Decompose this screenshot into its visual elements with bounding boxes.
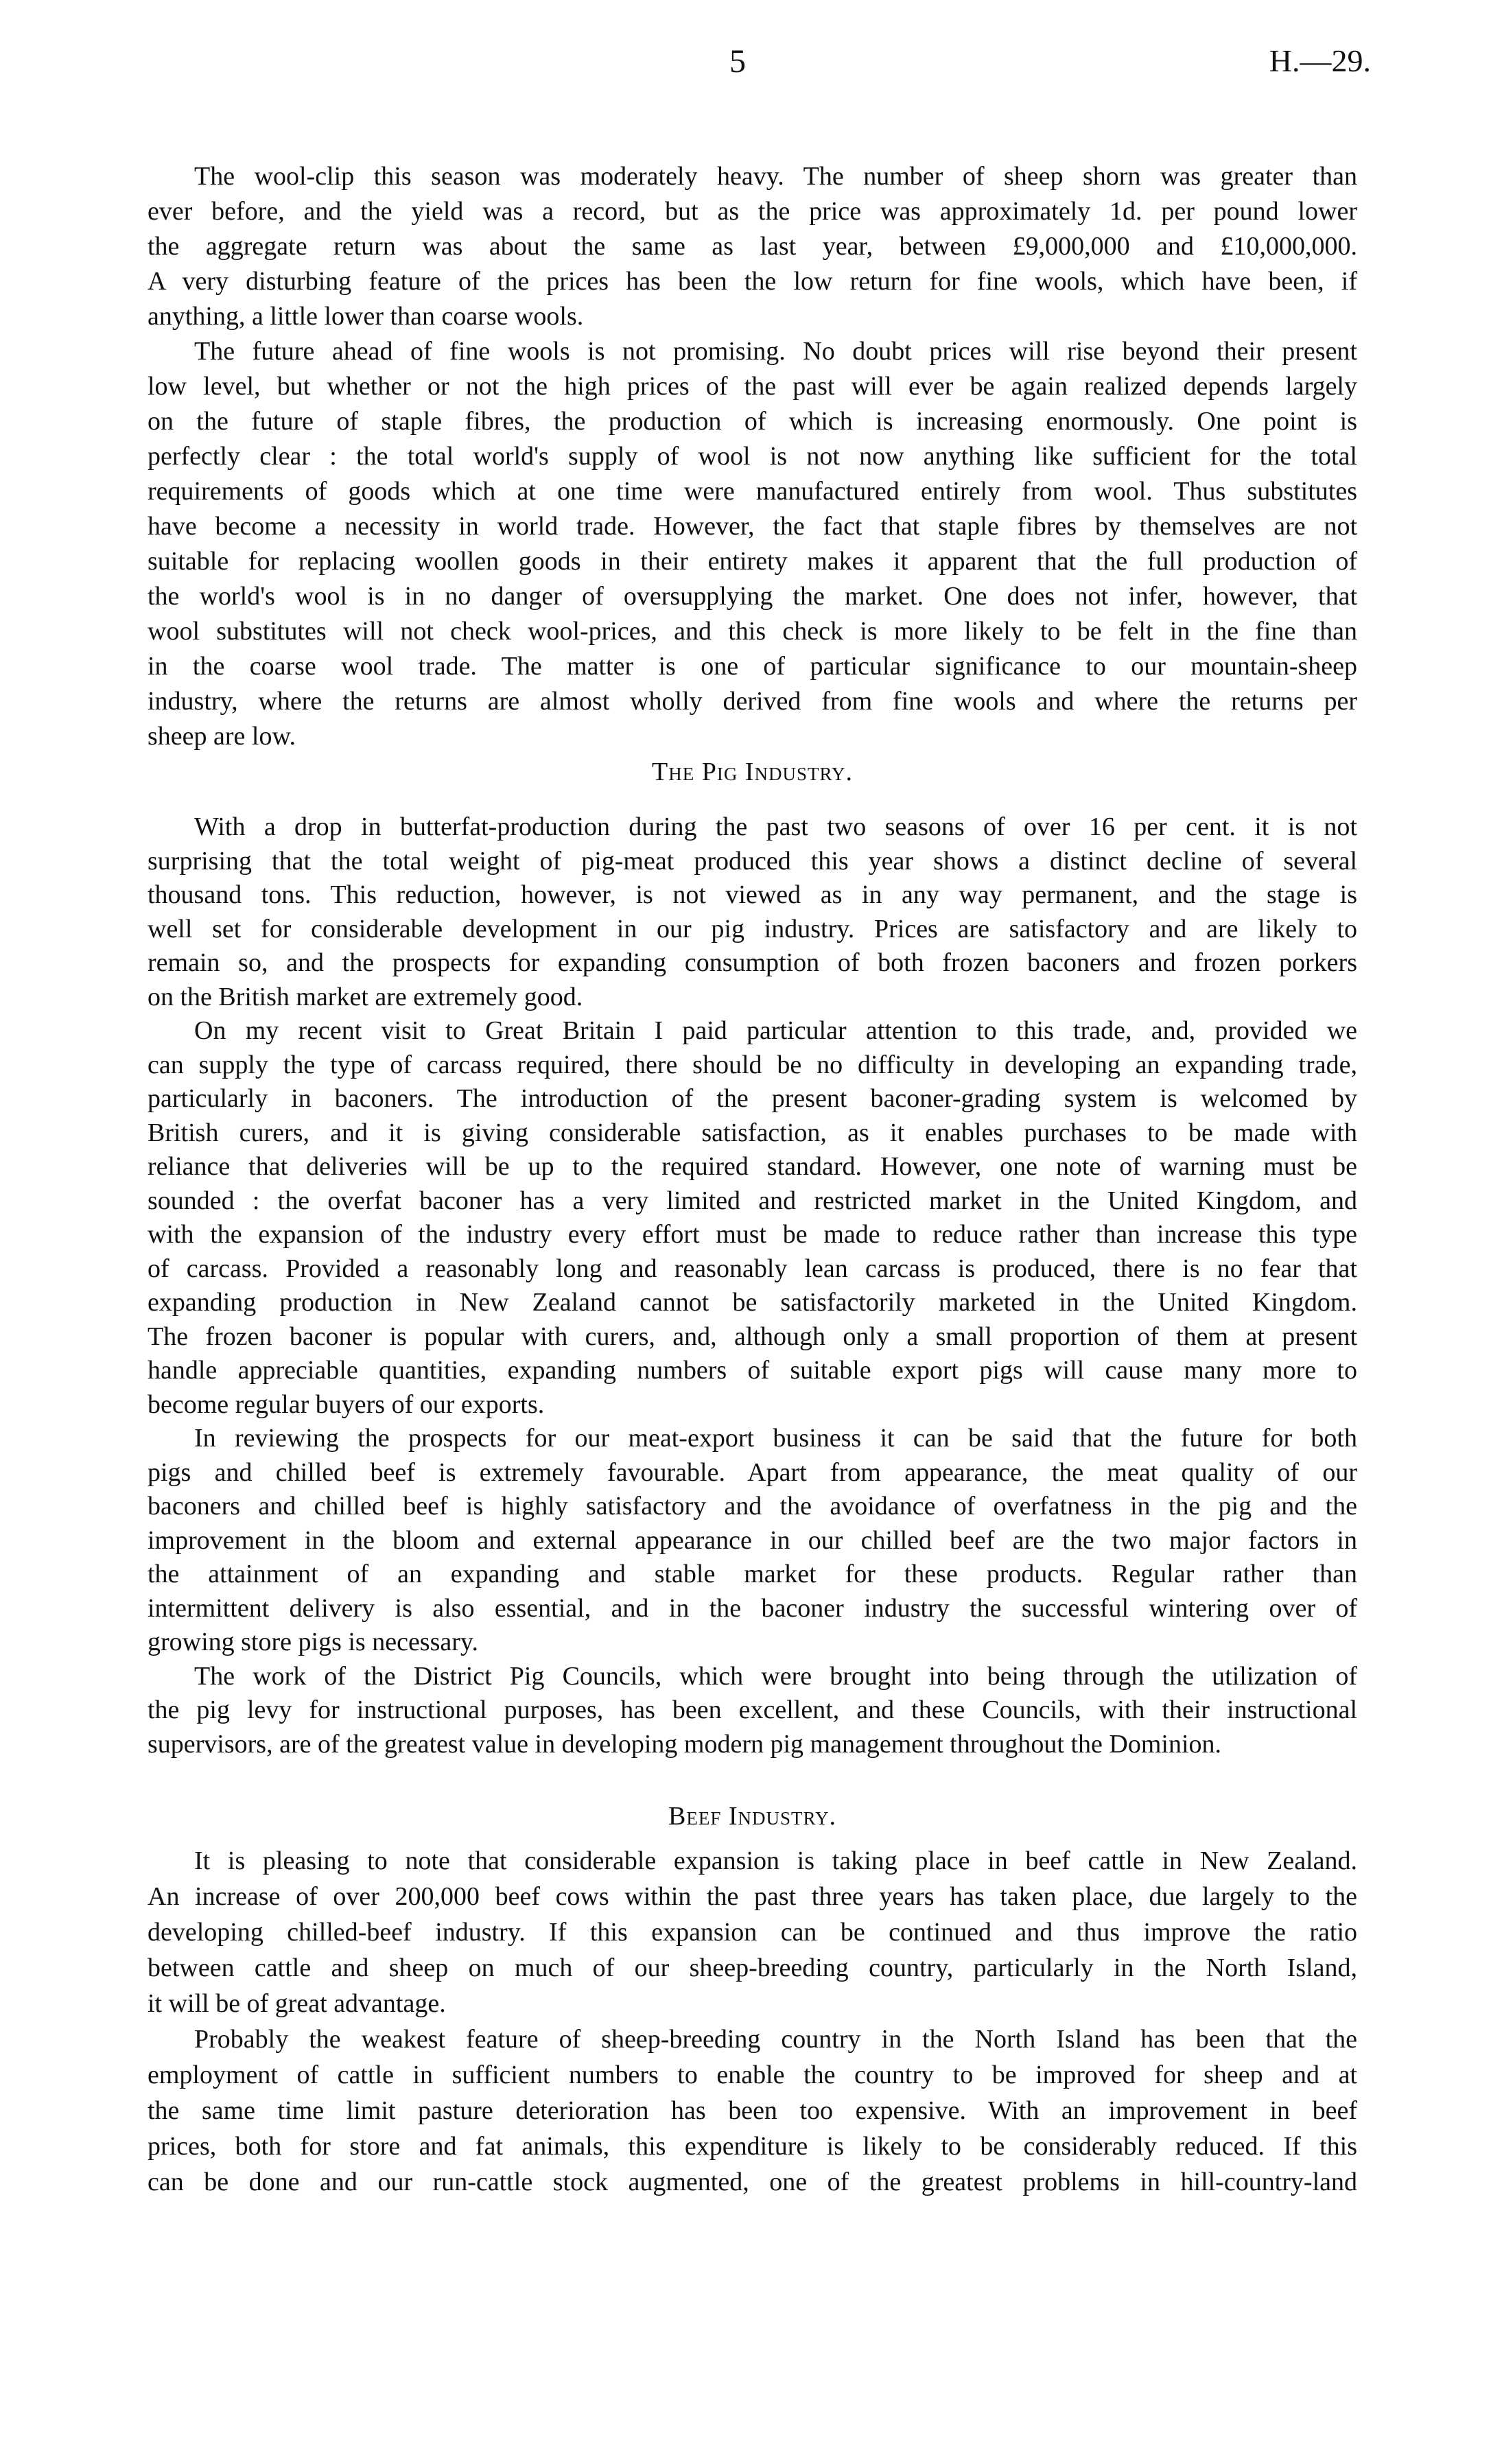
- text-line: between cattle and sheep on much of our sheep-breeding country, particularly in the North Island,: [148, 1953, 1357, 1982]
- heading-beef-industry: Beef Industry.: [668, 1802, 837, 1831]
- text-line: Probably the weakest feature of sheep-breeding country in the North Island has been that the: [194, 2025, 1357, 2054]
- text-line: requirements of goods which at one time were manufactured entirely from wool. Thus substitutes: [148, 477, 1357, 506]
- text-line: On my recent visit to Great Britain I paid particular attention to this trade, and, provided we: [194, 1016, 1357, 1045]
- text-line: surprising that the total weight of pig-meat produced this year shows a distinct decline of several: [148, 846, 1357, 876]
- text-line: particularly in baconers. The introduction of the present baconer-grading system is welcomed by: [148, 1084, 1357, 1113]
- text-line: expanding production in New Zealand cannot be satisfactorily marketed in the United Kingdom.: [148, 1288, 1357, 1317]
- text-line: prices, both for store and fat animals, this expenditure is likely to be considerably reduced. If this: [148, 2132, 1357, 2161]
- text-line: low level, but whether or not the high prices of the past will ever be again realized depends largely: [148, 372, 1357, 401]
- text-line: improvement in the bloom and external appearance in our chilled beef are the two major factors in: [148, 1525, 1357, 1555]
- text-line: It is pleasing to note that considerable expansion is taking place in beef cattle in New Zealand.: [194, 1846, 1357, 1875]
- text-line: reliance that deliveries will be up to the required standard. However, one note of warning must be: [148, 1152, 1357, 1181]
- page-number: 5: [729, 43, 746, 80]
- paragraph: [148, 1422, 1357, 1660]
- text-line: An increase of over 200,000 beef cows within the past three years has taken place, due largely to the: [148, 1882, 1357, 1911]
- text-line: handle appreciable quantities, expanding numbers of suitable export pigs will cause many more to: [148, 1356, 1357, 1385]
- paragraph: [148, 1843, 1357, 2021]
- text-line: anything, a little lower than coarse wools.: [148, 302, 584, 331]
- text-line: The work of the District Pig Councils, which were brought into being through the utilization of: [194, 1661, 1357, 1691]
- text-line: industry, where the returns are almost wholly derived from fine wools and where the returns per: [148, 687, 1357, 716]
- text-line: The future ahead of fine wools is not promising. No doubt prices will rise beyond their present: [194, 337, 1357, 366]
- text-line: wool substitutes will not check wool-prices, and this check is more likely to be felt in the fine than: [148, 617, 1357, 646]
- text-line: can supply the type of carcass required, there should be no difficulty in developing an expanding trade,: [148, 1050, 1357, 1079]
- text-line: on the British market are extremely good.: [148, 982, 583, 1011]
- text-line: can be done and our run-cattle stock augmented, one of the greatest problems in hill-country-land: [148, 2168, 1357, 2196]
- text-line: it will be of great advantage.: [148, 1989, 446, 2018]
- paragraph: [148, 334, 1357, 754]
- text-line: the aggregate return was about the same as last year, between £9,000,000 and £10,000,000.: [148, 232, 1357, 261]
- text-line: A very disturbing feature of the prices has been the low return for fine wools, which have been, if: [148, 267, 1357, 296]
- text-line: the pig levy for instructional purposes, has been excellent, and these Councils, with their instructional: [148, 1696, 1357, 1724]
- text-line: the same time limit pasture deterioration has been too expensive. With an improvement in beef: [148, 2096, 1357, 2125]
- text-line: thousand tons. This reduction, however, is not viewed as in any way permanent, and the stage is: [148, 880, 1357, 909]
- text-line: sheep are low.: [148, 722, 296, 751]
- text-line: supervisors, are of the greatest value in developing modern pig management throughout the Dominion.: [148, 1729, 1221, 1759]
- text-line: the world's wool is in no danger of oversupplying the market. One does not infer, however, that: [148, 582, 1357, 611]
- heading-pig-industry: The Pig Industry.: [651, 758, 853, 786]
- section-pig-industry: [148, 810, 1357, 1761]
- text-line: of carcass. Provided a reasonably long and reasonably lean carcass is produced, there is no fear that: [148, 1254, 1357, 1283]
- text-line: suitable for replacing woollen goods in their entirety makes it apparent that the full production of: [148, 547, 1357, 576]
- text-line: The frozen baconer is popular with curers, and, although only a small proportion of them at present: [148, 1322, 1357, 1351]
- paragraph: [148, 2021, 1357, 2200]
- text-line: baconers and chilled beef is highly satisfactory and the avoidance of overfatness in the pig and the: [148, 1492, 1357, 1521]
- text-line: In reviewing the prospects for our meat-export business it can be said that the future for both: [194, 1424, 1357, 1453]
- paragraph: [148, 810, 1357, 1014]
- text-line: remain so, and the prospects for expanding consumption of both frozen baconers and frozen porkers: [148, 948, 1357, 977]
- text-line: become regular buyers of our exports.: [148, 1389, 545, 1419]
- text-line: employment of cattle in sufficient numbers to enable the country to be improved for sheep and at: [148, 2061, 1357, 2089]
- paragraph: [148, 1014, 1357, 1422]
- text-line: The wool-clip this season was moderately heavy. The number of sheep shorn was greater than: [194, 162, 1357, 191]
- paragraph: [148, 159, 1357, 334]
- text-line: well set for considerable development in our pig industry. Prices are satisfactory and are likely to: [148, 914, 1357, 943]
- text-line: British curers, and it is giving considerable satisfaction, as it enables purchases to be made with: [148, 1118, 1357, 1147]
- text-line: With a drop in butterfat-production during the past two seasons of over 16 per cent. it is not: [194, 812, 1357, 841]
- text-line: with the expansion of the industry every effort must be made to reduce rather than increase this type: [148, 1220, 1357, 1249]
- text-line: pigs and chilled beef is extremely favourable. Apart from appearance, the meat quality of our: [148, 1457, 1357, 1487]
- text-line: on the future of staple fibres, the production of which is increasing enormously. One point is: [148, 407, 1357, 436]
- text-line: have become a necessity in world trade. However, the fact that staple fibres by themselves are not: [148, 512, 1357, 541]
- text-line: the attainment of an expanding and stable market for these products. Regular rather than: [148, 1560, 1357, 1588]
- text-line: developing chilled-beef industry. If this expansion can be continued and thus improve the ratio: [148, 1918, 1357, 1947]
- text-line: intermittent delivery is also essential, and in the baconer industry the successful wintering over of: [148, 1593, 1357, 1623]
- paragraph: [148, 1660, 1357, 1762]
- text-line: in the coarse wool trade. The matter is one of particular significance to our mountain-sheep: [148, 652, 1357, 681]
- document-reference: H.—29.: [1269, 43, 1371, 78]
- section-wool: [148, 159, 1357, 754]
- text-line: perfectly clear : the total world's supply of wool is not now anything like sufficient for the total: [148, 442, 1357, 471]
- text-line: growing store pigs is necessary.: [148, 1628, 478, 1656]
- text-line: ever before, and the yield was a record, but as the price was approximately 1d. per pound lower: [148, 197, 1357, 226]
- text-line: sounded : the overfat baconer has a very limited and restricted market in the United Kingdom, and: [148, 1186, 1357, 1215]
- section-beef-industry: [148, 1843, 1357, 2200]
